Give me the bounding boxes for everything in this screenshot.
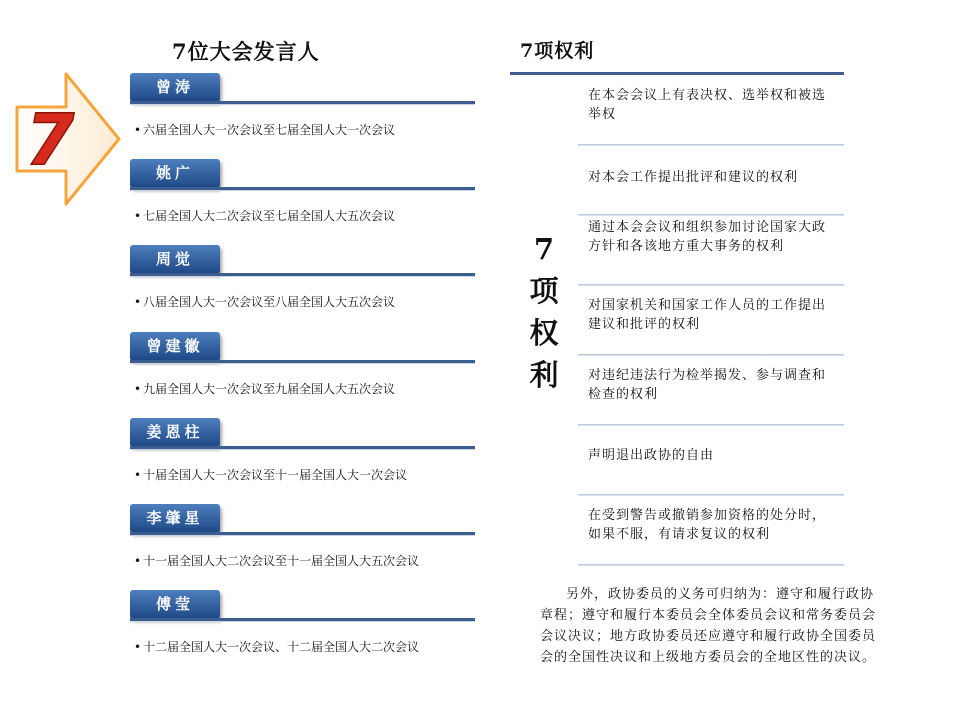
- obligations-note: 另外，政协委员的义务可归纳为：遵守和履行政协章程；遵守和履行本委员会全体委员会议和常务委员会会议决议；地方政协委员还应遵守和履行政协全国委员会的全国性决议和上级地方委员会的全地区性的决议。: [540, 587, 877, 665]
- speaker-name-tab: 曾建徽: [130, 332, 220, 361]
- speaker-entry: [130, 504, 475, 584]
- right-item: [578, 494, 844, 566]
- speaker-rule: [130, 446, 475, 449]
- speaker-rule: [130, 273, 475, 276]
- speaker-entry: [130, 590, 475, 670]
- right-text: 在本会会议上有表决权、选举权和被选举权: [588, 88, 827, 122]
- speaker-entry: [130, 418, 475, 498]
- right-text: 对违纪违法行为检举揭发、参与调查和检查的权利: [588, 368, 827, 402]
- bullet: •: [134, 468, 142, 482]
- speaker-rule: [130, 618, 475, 621]
- right-separator: [578, 564, 844, 566]
- speaker-entry: [130, 245, 475, 325]
- speakers-heading: 7位大会发言人: [172, 39, 320, 64]
- right-text: 在受到警告或撤销参加资格的处分时，如果不服，有请求复议的权利: [588, 508, 827, 542]
- speaker-rule: [130, 532, 475, 535]
- right-text: 对本会工作提出批评和建议的权利: [588, 170, 799, 185]
- speaker-name-tab: 李肇星: [130, 504, 220, 533]
- bullet: •: [134, 640, 142, 654]
- speaker-entry: [130, 73, 475, 153]
- right-item: [578, 284, 844, 356]
- right-text: 通过本会会议和组织参加讨论国家大政方针和各该地方重大事务的权利: [588, 220, 827, 254]
- speaker-term: • 六届全国人大一次会议至七届全国人大一次会议: [134, 123, 396, 137]
- bullet: •: [134, 209, 142, 223]
- vertical-char: 利: [529, 358, 559, 392]
- speaker-rule: [130, 360, 475, 363]
- right-item: [578, 214, 844, 286]
- speaker-term: • 七届全国人大二次会议至七届全国人大五次会议: [134, 209, 396, 223]
- speaker-name-tab: 曾涛: [130, 73, 220, 102]
- speaker-term: • 十一届全国人大二次会议至十一届全国人大五次会议: [134, 554, 420, 568]
- rights-vertical-title: [512, 228, 576, 396]
- speaker-term: • 十二届全国人大一次会议、十二届全国人大二次会议: [134, 640, 420, 654]
- rights-heading: 7项权利: [520, 40, 595, 62]
- right-item: [578, 354, 844, 426]
- bullet: •: [134, 295, 142, 309]
- right-text: 对国家机关和国家工作人员的工作提出建议和批评的权利: [588, 298, 827, 332]
- speaker-name-tab: 姜恩柱: [130, 418, 220, 447]
- speaker-entry: [130, 332, 475, 412]
- right-item: [578, 74, 844, 146]
- speaker-term: • 九届全国人大一次会议至九届全国人大五次会议: [134, 382, 396, 396]
- vertical-char: 项: [529, 274, 559, 308]
- arrow-number-badge: [14, 72, 122, 206]
- right-item: [578, 144, 844, 216]
- vertical-char: 权: [529, 316, 559, 350]
- speaker-rule: [130, 101, 475, 104]
- vertical-char: 7: [533, 232, 555, 266]
- right-item: [578, 424, 844, 496]
- badge-number: 7: [25, 99, 75, 181]
- right-text: 声明退出政协的自由: [588, 448, 715, 463]
- speaker-name-tab: 周觉: [130, 245, 220, 274]
- speaker-name-tab: 傅莹: [130, 590, 220, 619]
- speaker-term: • 十届全国人大一次会议至十一届全国人大一次会议: [134, 468, 408, 482]
- speaker-rule: [130, 187, 475, 190]
- bullet: •: [134, 123, 142, 137]
- speaker-entry: [130, 159, 475, 239]
- speaker-name-tab: 姚广: [130, 159, 220, 188]
- bullet: •: [134, 554, 142, 568]
- bullet: •: [134, 382, 142, 396]
- rights-vertical-panel: [512, 76, 576, 484]
- speaker-term: • 八届全国人大一次会议至八届全国人大五次会议: [134, 295, 396, 309]
